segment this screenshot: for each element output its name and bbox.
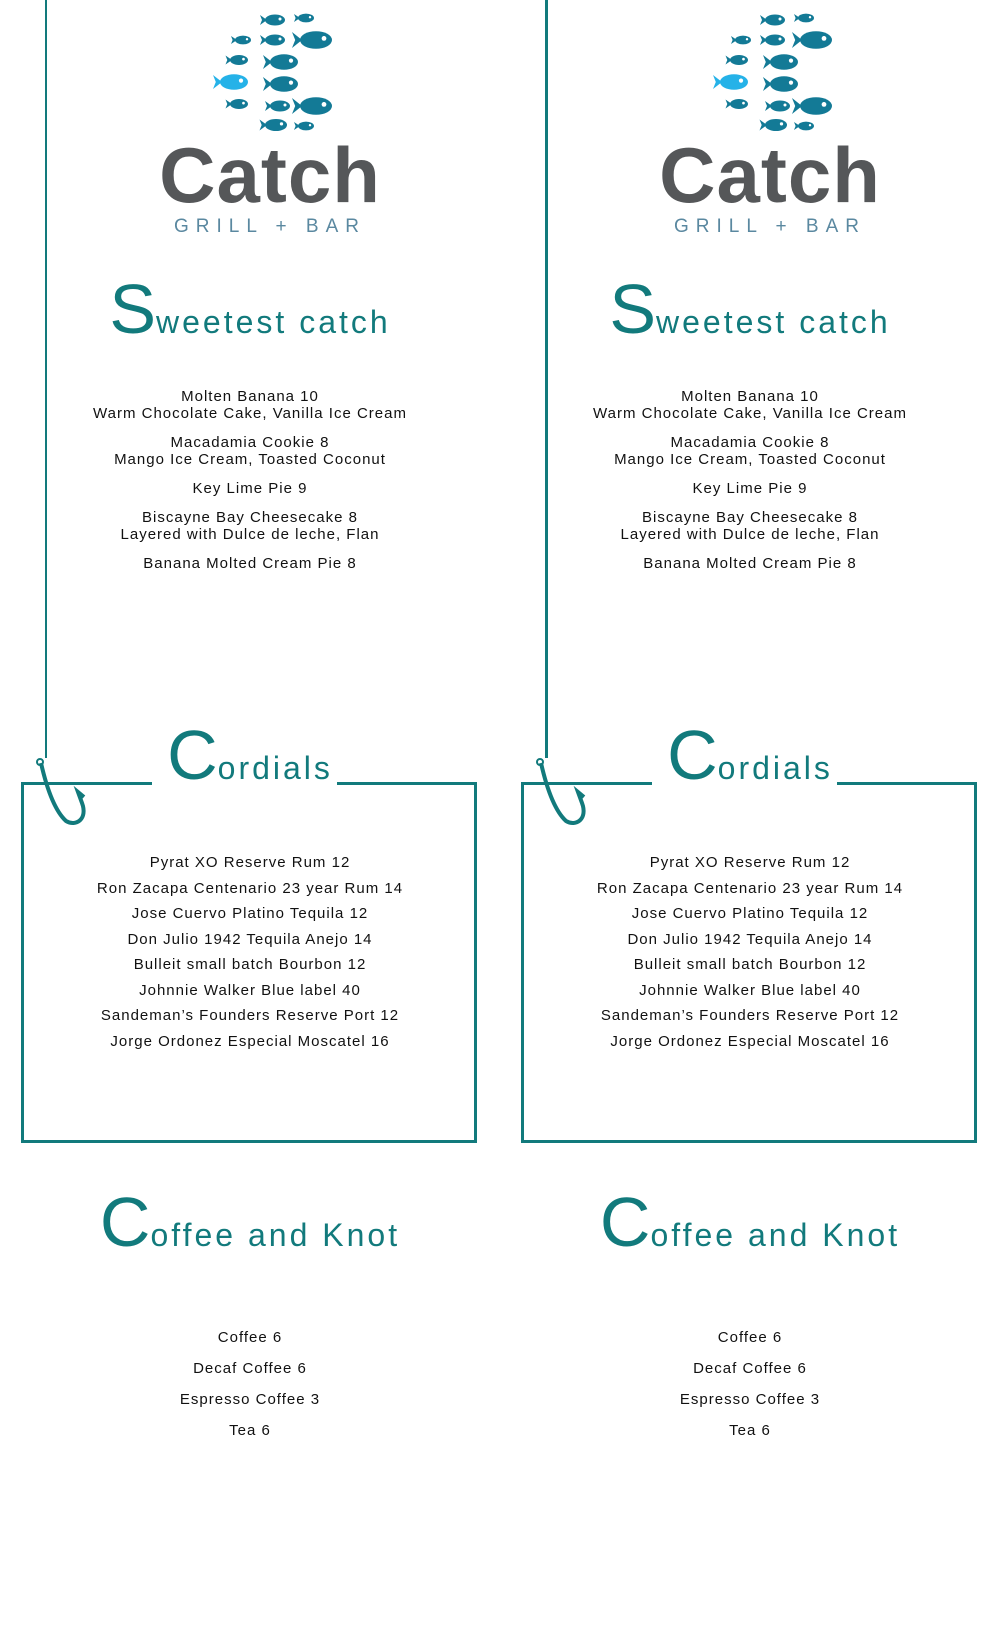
fish-icon <box>260 119 288 131</box>
cordial-item: Johnnie Walker Blue label 40 <box>139 981 361 999</box>
logo-tagline: GRILL + BAR <box>674 216 866 237</box>
sweetest-catch-heading <box>0 268 500 370</box>
cordial-item: Pyrat XO Reserve Rum 12 <box>149 854 351 871</box>
fish-icon <box>226 55 249 65</box>
cordial-item: Pyrat XO Reserve Rum 12 <box>649 854 851 871</box>
fish-icon <box>260 15 285 26</box>
cordial-item: Jorge Ordonez Especial Moscatel 16 <box>610 1032 890 1050</box>
dessert-item <box>500 555 996 572</box>
logo-tagline: GRILL + BAR <box>174 216 366 237</box>
cordials-list <box>500 850 996 1054</box>
dessert-description: Mango Ice Cream, Toasted Coconut <box>614 451 886 468</box>
cordial-item: Bulleit small batch Bourbon 12 <box>133 956 367 973</box>
fish-icon <box>294 122 314 131</box>
cordial-item: Bulleit small batch Bourbon 12 <box>633 956 867 973</box>
dessert-name: Key Lime Pie 9 <box>192 480 308 497</box>
fish-school-icon <box>695 10 845 135</box>
heading-initial: S <box>609 270 657 348</box>
fish-icon <box>231 36 251 45</box>
fish-school-icon <box>195 10 345 135</box>
heading-text: offee and Knot <box>150 1217 401 1253</box>
coffee-item: Decaf Coffee 6 <box>693 1360 807 1377</box>
fish-icon <box>265 101 290 112</box>
catch-logo <box>150 10 390 239</box>
fish-icon <box>213 74 248 89</box>
sweetest-catch-heading <box>500 268 996 370</box>
fish-icon <box>226 99 249 109</box>
catch-logo <box>650 10 890 239</box>
heading-initial: C <box>599 1183 651 1261</box>
heading-initial: S <box>109 270 157 348</box>
fish-icon <box>726 55 749 65</box>
dessert-description: Layered with Dulce de leche, Flan <box>120 526 380 543</box>
fish-icon <box>726 99 749 109</box>
dessert-list <box>500 388 996 584</box>
cordials-heading <box>500 714 996 816</box>
cordials-list <box>0 850 500 1054</box>
dessert-name: Biscayne Bay Cheesecake 8 <box>642 509 858 526</box>
fish-icon <box>763 54 798 69</box>
coffee-heading <box>0 1181 500 1283</box>
coffee-list <box>500 1322 996 1446</box>
cordial-item: Ron Zacapa Centenario 23 year Rum 14 <box>596 879 904 897</box>
heading-initial: C <box>99 1183 151 1261</box>
fish-icon <box>731 36 751 45</box>
dessert-name: Molten Banana 10 <box>681 388 819 405</box>
dessert-item <box>500 480 996 497</box>
dessert-item <box>0 388 500 422</box>
cordial-item: Ron Zacapa Centenario 23 year Rum 14 <box>96 879 404 897</box>
dessert-name: Macadamia Cookie 8 <box>170 434 330 451</box>
logo-name: Catch <box>659 131 881 219</box>
heading-text: weetest catch <box>656 304 891 340</box>
coffee-list <box>0 1322 500 1446</box>
cordial-item: Jorge Ordonez Especial Moscatel 16 <box>110 1032 390 1050</box>
border-line <box>45 0 47 758</box>
fish-icon <box>713 74 748 89</box>
dessert-name: Molten Banana 10 <box>181 388 319 405</box>
cordial-item: Johnnie Walker Blue label 40 <box>639 981 861 999</box>
dessert-item <box>0 480 500 497</box>
cordial-item: Don Julio 1942 Tequila Anejo 14 <box>627 930 873 948</box>
dessert-name: Banana Molted Cream Pie 8 <box>643 555 857 572</box>
dessert-description: Layered with Dulce de leche, Flan <box>620 526 880 543</box>
fish-icon <box>794 122 814 131</box>
fish-icon <box>763 76 798 91</box>
fish-icon <box>792 31 832 49</box>
dessert-item <box>500 434 996 468</box>
coffee-heading <box>500 1181 996 1283</box>
cordials-heading <box>0 714 500 816</box>
dessert-name: Biscayne Bay Cheesecake 8 <box>142 509 358 526</box>
cordial-item: Don Julio 1942 Tequila Anejo 14 <box>127 930 373 948</box>
cordial-item: Jose Cuervo Platino Tequila 12 <box>631 905 869 922</box>
heading-text: offee and Knot <box>650 1217 901 1253</box>
dessert-name: Banana Molted Cream Pie 8 <box>143 555 357 572</box>
fish-icon <box>760 119 788 131</box>
dessert-item <box>500 388 996 422</box>
coffee-item: Decaf Coffee 6 <box>193 1360 307 1377</box>
coffee-item: Espresso Coffee 3 <box>679 1391 821 1408</box>
menu-panel-right <box>500 0 996 1648</box>
dessert-item <box>0 555 500 572</box>
dessert-item <box>0 509 500 543</box>
fish-icon <box>292 31 332 49</box>
fish-icon <box>263 76 298 91</box>
heading-text: ordials <box>217 750 333 786</box>
coffee-item: Tea 6 <box>229 1422 271 1439</box>
cordial-item: Sandeman’s Founders Reserve Port 12 <box>100 1007 400 1024</box>
fish-icon <box>792 97 832 115</box>
heading-text: weetest catch <box>156 304 391 340</box>
dessert-list <box>0 388 500 584</box>
logo-name: Catch <box>159 131 381 219</box>
fish-icon <box>794 14 814 23</box>
dessert-name: Key Lime Pie 9 <box>692 480 808 497</box>
heading-initial: C <box>167 716 218 794</box>
fish-icon <box>760 15 785 26</box>
coffee-item: Espresso Coffee 3 <box>179 1391 321 1408</box>
dessert-description: Warm Chocolate Cake, Vanilla Ice Cream <box>593 405 907 422</box>
fish-icon <box>765 101 790 112</box>
dessert-description: Mango Ice Cream, Toasted Coconut <box>114 451 386 468</box>
dessert-item <box>500 509 996 543</box>
heading-text: ordials <box>717 750 833 786</box>
dessert-description: Warm Chocolate Cake, Vanilla Ice Cream <box>93 405 407 422</box>
fish-icon <box>260 35 285 46</box>
coffee-item: Coffee 6 <box>717 1329 783 1346</box>
coffee-item: Coffee 6 <box>217 1329 283 1346</box>
fish-icon <box>294 14 314 23</box>
border-line <box>546 0 548 758</box>
fish-icon <box>292 97 332 115</box>
fish-icon <box>760 35 785 46</box>
fish-icon <box>263 54 298 69</box>
heading-initial: C <box>667 716 718 794</box>
cordial-item: Sandeman’s Founders Reserve Port 12 <box>600 1007 900 1024</box>
dessert-item <box>0 434 500 468</box>
dessert-name: Macadamia Cookie 8 <box>670 434 830 451</box>
coffee-item: Tea 6 <box>729 1422 771 1439</box>
cordial-item: Jose Cuervo Platino Tequila 12 <box>131 905 369 922</box>
